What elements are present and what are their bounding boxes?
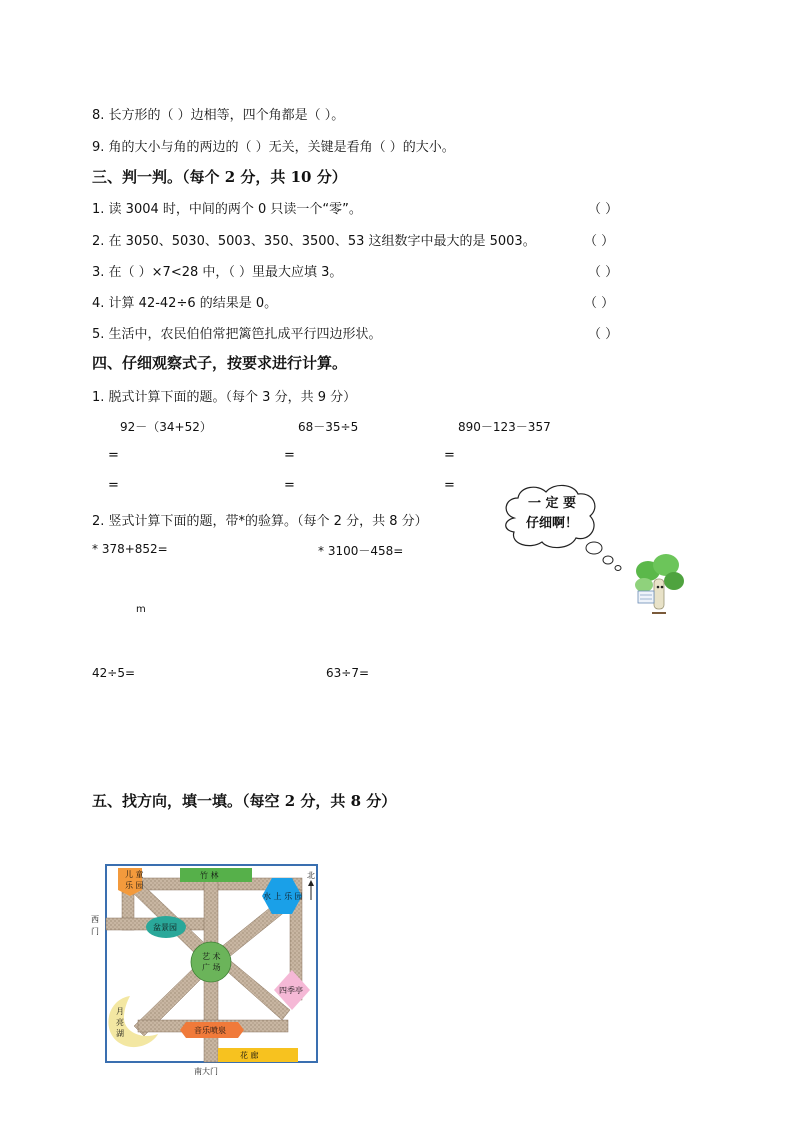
svg-text:亮: 亮 xyxy=(116,1018,124,1027)
vertical-expr-1: * 378+852= xyxy=(92,542,168,556)
south-gate-label: 南大门 xyxy=(194,1067,218,1076)
judge-answer-4[interactable]: （ ） xyxy=(584,296,615,311)
plant-character-illustration xyxy=(630,553,686,619)
eq-sign: = xyxy=(444,478,455,493)
svg-text:乐 园: 乐 园 xyxy=(125,881,144,890)
judge-item-5: 5. 生活中，农民伯伯常把篱笆扎成平行四边形状。 xyxy=(92,327,382,342)
svg-text:西: 西 xyxy=(91,915,99,924)
svg-text:艺 术: 艺 术 xyxy=(202,952,221,961)
section-4-title: 四、仔细观察式子，按要求进行计算。 xyxy=(92,354,348,372)
eq-sign: = xyxy=(108,478,119,493)
expr-2: 68－35÷5 xyxy=(298,420,359,434)
judge-item-3: 3. 在（ ）×7<28 中，（ ）里最大应填 3。 xyxy=(92,265,343,280)
part2-title: 2. 竖式计算下面的题，带*的验算。（每个 2 分，共 8 分） xyxy=(92,514,428,529)
svg-text:儿 童: 儿 童 xyxy=(125,870,144,879)
bubble-tail xyxy=(584,540,624,574)
svg-text:竹 林: 竹 林 xyxy=(200,871,219,880)
question-9: 9. 角的大小与角的两边的（ ）无关，关键是看角（ ）的大小。 xyxy=(92,140,455,155)
art-square xyxy=(191,942,231,982)
section-5-title: 五、找方向，填一填。（每空 2 分，共 8 分） xyxy=(92,792,397,810)
stray-mark: m xyxy=(136,604,146,615)
svg-text:广 场: 广 场 xyxy=(202,963,221,972)
svg-text:花 廊: 花 廊 xyxy=(240,1051,259,1060)
judge-answer-3[interactable]: （ ） xyxy=(588,265,619,280)
question-8: 8. 长方形的（ ）边相等，四个角都是（ ）。 xyxy=(92,108,345,123)
svg-text:月: 月 xyxy=(116,1007,124,1016)
judge-answer-5[interactable]: （ ） xyxy=(588,327,619,342)
eq-sign: = xyxy=(444,448,455,463)
svg-text:水 上 乐 园: 水 上 乐 园 xyxy=(263,892,303,901)
judge-item-4: 4. 计算 42-42÷6 的结果是 0。 xyxy=(92,296,278,311)
eq-sign: = xyxy=(284,448,295,463)
svg-text:盆景园: 盆景园 xyxy=(153,923,177,932)
expr-1: 92－（34+52） xyxy=(120,420,212,434)
bubble-text: 一 定 要 仔细啊！ xyxy=(525,496,578,531)
eq-sign: = xyxy=(284,478,295,493)
svg-text:四季亭: 四季亭 xyxy=(279,986,303,995)
judge-answer-2[interactable]: （ ） xyxy=(584,234,615,249)
vertical-expr-4: 63÷7= xyxy=(326,666,370,680)
svg-text:湖: 湖 xyxy=(116,1029,124,1038)
svg-text:音乐喷泉: 音乐喷泉 xyxy=(194,1026,226,1035)
section-3-title: 三、判一判。（每个 2 分，共 10 分） xyxy=(92,168,347,186)
part1-title: 1. 脱式计算下面的题。（每个 3 分，共 9 分） xyxy=(92,390,357,405)
park-map xyxy=(82,860,342,1078)
expr-3: 890－123－357 xyxy=(458,420,551,434)
judge-item-2: 2. 在 3050、5030、5003、350、3500、53 这组数字中最大的是 5003。 xyxy=(92,234,536,249)
svg-text:门: 门 xyxy=(91,927,99,936)
judge-answer-1[interactable]: （ ） xyxy=(588,202,619,217)
judge-item-1: 1. 读 3004 时，中间的两个 0 只读一个“零”。 xyxy=(92,202,362,217)
eq-sign: = xyxy=(108,448,119,463)
north-label: 北 xyxy=(307,871,315,880)
vertical-expr-3: 42÷5= xyxy=(92,666,136,680)
vertical-expr-2: * 3100－458= xyxy=(318,544,404,558)
